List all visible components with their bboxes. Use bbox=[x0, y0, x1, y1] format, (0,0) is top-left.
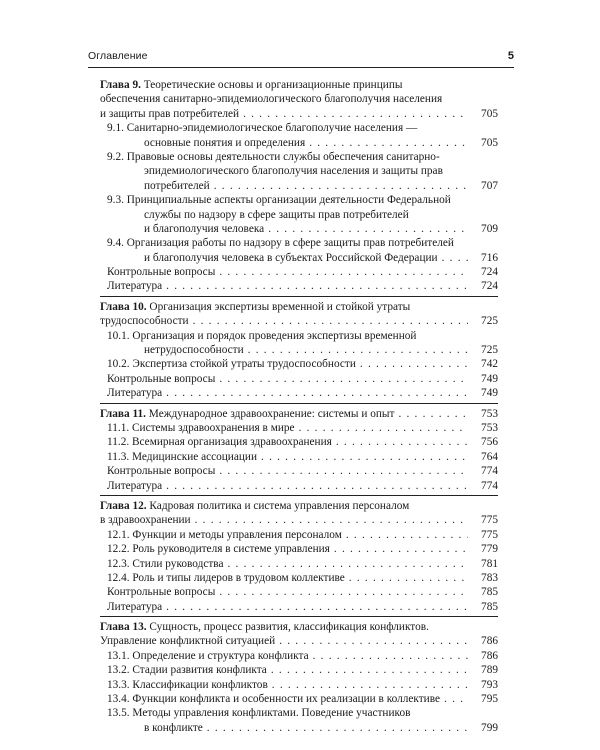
toc-entry-title: 13.4. Функции конфликта и особенности их реализации в коллективе . . . bbox=[107, 692, 468, 706]
toc-entry-title: Контрольные вопросы . . . bbox=[107, 265, 468, 279]
toc-entry-page-number: 779 bbox=[478, 542, 498, 556]
chapter-title-line bbox=[100, 499, 498, 513]
toc-entry-line bbox=[100, 649, 498, 663]
toc-entry-line bbox=[100, 464, 498, 478]
chapter-title-text bbox=[100, 93, 442, 105]
toc-entry-title: 13.2. Стадии развития конфликта . . . bbox=[107, 663, 468, 677]
toc-entry-title: 12.2. Роль руководителя в системе управления . . . bbox=[107, 542, 468, 556]
toc-entry-line bbox=[100, 678, 498, 692]
toc-entry-line bbox=[100, 557, 498, 571]
toc-entry-title: 11.1. Системы здравоохранения в мире . . . bbox=[107, 421, 468, 435]
toc-entry-title: и благополучия человека . . . bbox=[144, 222, 468, 236]
toc-entry-line bbox=[100, 585, 498, 599]
chapter-page-number: 725 bbox=[478, 314, 498, 328]
toc-entry-title: 13.1. Определение и структура конфликта . . . bbox=[107, 649, 468, 663]
chapter-title-text bbox=[100, 79, 402, 91]
toc-entry-line bbox=[100, 692, 498, 706]
toc-entry-page-number: 785 bbox=[478, 600, 498, 614]
chapter-title-line bbox=[100, 78, 498, 92]
chapter-title-text bbox=[100, 513, 468, 527]
toc-entry-line bbox=[100, 600, 498, 614]
toc-entry-page-number: 749 bbox=[478, 372, 498, 386]
chapter-page-number: 786 bbox=[478, 634, 498, 648]
toc-entry-title: 13.5. Методы управления конфликтами. Поведение участников bbox=[107, 707, 411, 720]
running-head bbox=[88, 50, 514, 66]
chapter-page-number: 705 bbox=[478, 107, 498, 121]
toc-entry-title: нетрудоспособности . . . bbox=[144, 343, 468, 357]
toc-entry-title: 12.1. Функции и методы управления персоналом . . . bbox=[107, 528, 468, 542]
toc-entry-line bbox=[100, 265, 498, 279]
toc-entry-title: 9.1. Санитарно-эпидемиологическое благополучие населения — bbox=[107, 122, 418, 135]
toc-entry-title: 10.1. Организация и порядок проведения экспертизы временной bbox=[107, 329, 417, 342]
running-head-title: Оглавление bbox=[88, 50, 148, 62]
chapter-title-text bbox=[100, 634, 468, 648]
chapter-label: Глава 9. bbox=[100, 79, 141, 91]
toc-entry-page-number: 793 bbox=[478, 678, 498, 692]
toc-entry-title: в конфликте . . . bbox=[144, 721, 468, 735]
toc-entry-page-number: 724 bbox=[478, 279, 498, 293]
toc-entry-title: 9.3. Принципиальные аспекты организации деятельности Федеральной bbox=[107, 194, 451, 207]
toc-entry-page-number: 753 bbox=[478, 421, 498, 435]
toc-entry-title: 13.3. Классификации конфликтов . . . bbox=[107, 678, 468, 692]
toc-entry-page-number: 799 bbox=[478, 721, 498, 735]
toc-entry-page-number: 764 bbox=[478, 450, 498, 464]
chapter-title-text bbox=[100, 500, 409, 512]
toc-entry-page-number: 705 bbox=[478, 136, 498, 150]
toc-entry-line bbox=[100, 706, 498, 720]
chapter-title: Управление конфликтной ситуацией bbox=[100, 635, 276, 648]
chapter-block bbox=[100, 406, 498, 496]
toc-entry-line bbox=[100, 136, 498, 150]
chapter-page-number: 753 bbox=[478, 407, 498, 421]
toc-entry-page-number: 789 bbox=[478, 663, 498, 677]
toc-entry-line bbox=[100, 179, 498, 193]
header-rule bbox=[88, 67, 514, 68]
toc-entry-title: 10.2. Экспертиза стойкой утраты трудоспособности . . . bbox=[107, 357, 468, 371]
chapter-title-line bbox=[100, 92, 498, 106]
toc-entry-line bbox=[100, 343, 498, 357]
chapter-title-text bbox=[100, 301, 410, 313]
toc-entry-page-number: 725 bbox=[478, 343, 498, 357]
toc-entry-line bbox=[100, 571, 498, 585]
toc-entry-title: 9.2. Правовые основы деятельности службы обеспечения санитарно- bbox=[107, 150, 440, 163]
chapter-title: обеспечения санитарно-эпидемиологического благополучия населения bbox=[100, 93, 443, 106]
chapter-label: Глава 11. bbox=[100, 407, 146, 420]
chapter-title: трудоспособности bbox=[100, 315, 189, 328]
toc-entry-title: службы по надзору в сфере защиты прав потребителей bbox=[144, 208, 409, 221]
chapter-label: Глава 10. bbox=[100, 300, 147, 313]
chapter-block bbox=[100, 77, 498, 297]
toc-entry-line bbox=[100, 251, 498, 265]
chapter-block bbox=[100, 619, 498, 737]
toc-entry-page-number: 795 bbox=[478, 692, 498, 706]
toc-entry-line bbox=[100, 435, 498, 449]
chapter-title: Кадровая политика и система управления персоналом bbox=[146, 499, 410, 512]
toc-entry-line bbox=[100, 193, 498, 207]
toc-entry-page-number: 786 bbox=[478, 649, 498, 663]
toc-entry-page-number: 781 bbox=[478, 557, 498, 571]
toc-entry-line bbox=[100, 222, 498, 236]
toc-entry-page-number: 785 bbox=[478, 585, 498, 599]
toc-entry-page-number: 749 bbox=[478, 386, 498, 400]
page-number: 5 bbox=[507, 50, 514, 62]
chapter-page-number: 775 bbox=[478, 513, 498, 527]
toc-entry-line bbox=[100, 164, 498, 178]
toc-entry-title: основные понятия и определения . . . bbox=[144, 136, 468, 150]
toc-entry-line bbox=[100, 421, 498, 435]
chapter-block bbox=[100, 498, 498, 617]
chapter-title: Теоретические основы и организационные принципы bbox=[140, 79, 403, 91]
chapter-label: Глава 13. bbox=[100, 621, 147, 634]
toc-entry-line bbox=[100, 372, 498, 386]
chapter-title-text bbox=[100, 314, 468, 328]
chapter-title-line bbox=[100, 620, 498, 634]
toc-entry-page-number: 742 bbox=[478, 357, 498, 371]
chapter-title-line bbox=[100, 300, 498, 314]
toc-entry-title: 9.4. Организация работы по надзору в сфере защиты прав потребителей bbox=[107, 237, 454, 250]
toc-entry-title: Литература . . . bbox=[107, 600, 468, 614]
toc-entry-page-number: 716 bbox=[478, 251, 498, 265]
chapter-title-line bbox=[100, 513, 498, 527]
chapter-title-line bbox=[100, 634, 498, 648]
toc-entry-line bbox=[100, 329, 498, 343]
chapter-title: Сущность, процесс развития, классификация конфликтов. bbox=[146, 621, 429, 634]
toc-entry-title: эпидемиологического благополучия населения и защиты прав bbox=[144, 165, 443, 178]
toc-entry-line bbox=[100, 663, 498, 677]
toc-entry-line bbox=[100, 479, 498, 493]
chapter-title-line bbox=[100, 314, 498, 328]
toc-entry-title: 12.4. Роль и типы лидеров в трудовом коллективе . . . bbox=[107, 571, 468, 585]
toc-entry-line bbox=[100, 528, 498, 542]
toc-entry-page-number: 709 bbox=[478, 222, 498, 236]
toc-entry-title: 11.3. Медицинские ассоциации . . . bbox=[107, 450, 468, 464]
toc-entry-line bbox=[100, 450, 498, 464]
chapter-block bbox=[100, 299, 498, 404]
chapter-title-text bbox=[100, 407, 468, 421]
toc-entry-page-number: 707 bbox=[478, 179, 498, 193]
chapter-title: Организация экспертизы временной и стойкой утраты bbox=[146, 300, 411, 313]
chapter-title: в здравоохранении bbox=[100, 514, 191, 527]
chapter-title: и защиты прав потребителей bbox=[100, 107, 240, 120]
toc-entry-title: Контрольные вопросы . . . bbox=[107, 372, 468, 386]
toc-entry-line bbox=[100, 357, 498, 371]
chapter-label: Глава 12. bbox=[100, 499, 147, 512]
toc-entry-line bbox=[100, 208, 498, 222]
toc-entry-title: Литература . . . bbox=[107, 279, 468, 293]
toc-entry-page-number: 724 bbox=[478, 265, 498, 279]
toc-entry-page-number: 774 bbox=[478, 479, 498, 493]
toc-entry-title: 12.3. Стили руководства . . . bbox=[107, 557, 468, 571]
chapter-title-line bbox=[100, 407, 498, 421]
chapter-title-text bbox=[100, 621, 429, 633]
toc-entry-line bbox=[100, 279, 498, 293]
toc-entry-title: потребителей . . . bbox=[144, 179, 468, 193]
toc-entry-line bbox=[100, 542, 498, 556]
chapter-title-text bbox=[100, 107, 468, 121]
toc-entry-title: 11.2. Всемирная организация здравоохранения . . . bbox=[107, 435, 468, 449]
toc-entry-line bbox=[100, 121, 498, 135]
toc-entry-title: Контрольные вопросы . . . bbox=[107, 464, 468, 478]
toc-entry-page-number: 783 bbox=[478, 571, 498, 585]
toc-entry-line bbox=[100, 236, 498, 250]
toc-entry-line bbox=[100, 721, 498, 735]
toc-entry-title: и благополучия человека в субъектах Российской Федерации . . . bbox=[144, 251, 468, 265]
toc-entry-line bbox=[100, 386, 498, 400]
toc-entry-page-number: 775 bbox=[478, 528, 498, 542]
toc-entry-title: Литература . . . bbox=[107, 479, 468, 493]
chapter-title: Международное здравоохранение: системы и опыт bbox=[145, 407, 395, 420]
toc-entry-page-number: 774 bbox=[478, 464, 498, 478]
toc-entry-title: Литература . . . bbox=[107, 386, 468, 400]
toc-entry-page-number: 756 bbox=[478, 435, 498, 449]
toc-entry-title: Контрольные вопросы . . . bbox=[107, 585, 468, 599]
table-of-contents bbox=[100, 77, 498, 739]
toc-entry-line bbox=[100, 150, 498, 164]
chapter-title-line bbox=[100, 107, 498, 121]
